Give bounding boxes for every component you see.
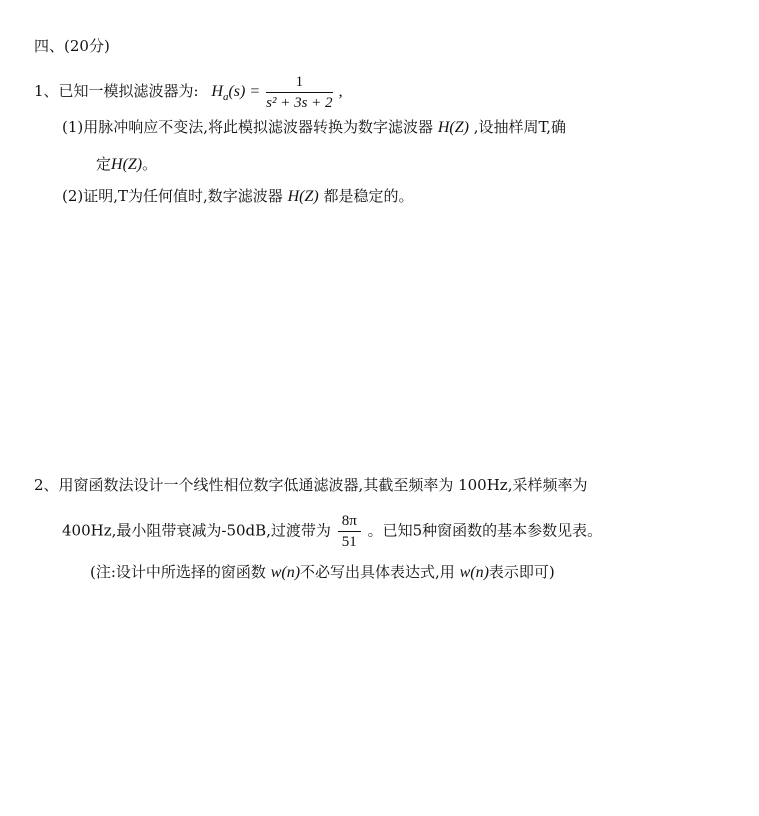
formula-numerator: 1 <box>266 73 332 93</box>
formula-lhs: H <box>211 83 223 101</box>
formula-lhs-sub: a <box>222 91 229 104</box>
q1-part1-line2-prefix: 定 <box>96 155 112 173</box>
q1-part1-line2-tail: 。 <box>142 155 158 173</box>
q2-line2 <box>62 512 602 551</box>
q1-part1-line2-hz: H(Z) <box>111 156 143 173</box>
q2-fraction-num: 8π <box>338 512 361 532</box>
q2-line2-tail: 。已知5种窗函数的基本参数见表。 <box>367 521 603 540</box>
q2-note-w2: w(n) <box>459 564 489 581</box>
q2-fraction-den: 51 <box>341 534 357 550</box>
q1-part1-tail: ,设抽样周T,确 <box>473 118 567 136</box>
q1-part2-tail: 都是稳定的。 <box>323 187 414 205</box>
q1-part1-line2 <box>96 154 157 175</box>
q2-fraction <box>338 512 361 551</box>
q2-note <box>90 562 555 583</box>
q2-note-w1: w(n) <box>270 564 301 581</box>
q1-part1-line1 <box>62 117 566 138</box>
q1-intro-text: 1、已知一模拟滤波器为: <box>34 82 199 101</box>
section-heading: 四、(20分) <box>34 37 110 55</box>
q2-note-tail: 表示即可) <box>488 563 555 581</box>
q1-intro-line <box>34 73 343 112</box>
q1-part2-hz: H(Z) <box>287 188 319 205</box>
q1-part1-hz: H(Z) <box>437 119 469 136</box>
formula-fraction <box>266 73 332 112</box>
q1-part2-text: (2)证明,T为任何值时,数字滤波器 <box>62 187 283 205</box>
q1-part1-text: (1)用脉冲响应不变法,将此模拟滤波器转换为数字滤波器 <box>62 118 434 136</box>
q1-formula <box>211 74 343 111</box>
formula-lhs-arg: (s) = <box>228 83 261 101</box>
q2-note-mid: 不必写出具体表达式,用 <box>300 563 455 581</box>
formula-trail: , <box>338 83 343 101</box>
formula-denominator: s² + 3s + 2 <box>266 95 333 111</box>
q1-part2-line <box>62 186 413 207</box>
q2-line1: 2、用窗函数法设计一个线性相位数字低通滤波器,其截至频率为 100Hz,采样频率为 <box>34 476 588 494</box>
q2-note-prefix: (注:设计中所选择的窗函数 <box>90 563 266 581</box>
q2-line2-prefix: 400Hz,最小阻带衰减为-50dB,过渡带为 <box>62 521 331 540</box>
